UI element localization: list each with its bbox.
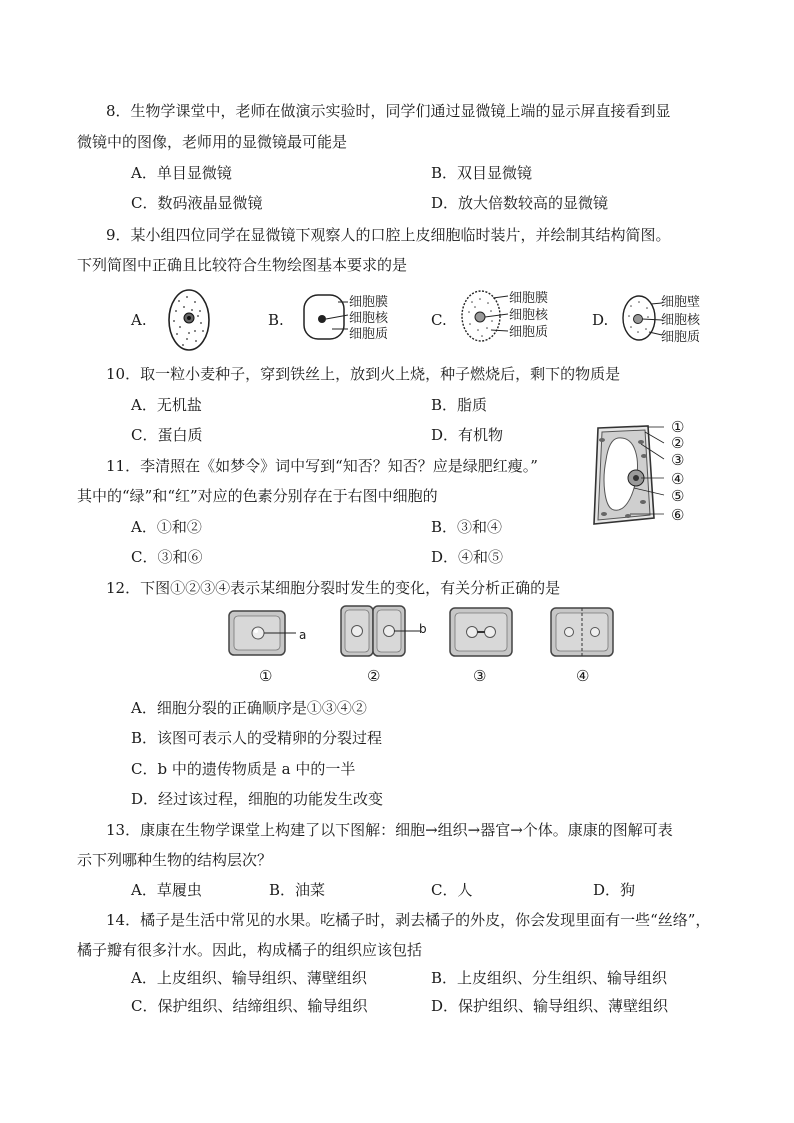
q9-cell-drawing-b	[302, 293, 348, 343]
q9-b-label-cytoplasm: 细胞质	[349, 327, 389, 342]
q14-stem-line2: 橘子瓣有很多汁水。因此，构成橘子的组织应该包括	[77, 941, 423, 959]
q9-b-label-membrane: 细胞膜	[349, 295, 389, 310]
q9-stem-line2: 下列简图中正确且比较符合生物绘图基本要求的是	[77, 256, 408, 274]
q11-stem-line2: 其中的“绿”和“红”对应的色素分别存在于右图中细胞的	[77, 487, 438, 505]
q13-stem-line1: 13．康康在生物学课堂上构建了以下图解：细胞→组织→器官→个体。康康的图解可表	[106, 821, 673, 839]
q14-option-b: B．上皮组织、分生组织、输导组织	[431, 969, 668, 987]
q12-option-c: C．b 中的遗传物质是 a 中的一半	[131, 760, 356, 778]
q9-c-label-nucleus: 细胞核	[509, 308, 549, 323]
q8-option-d: D．放大倍数较高的显微镜	[431, 194, 609, 212]
q12-figure-4-cell	[548, 605, 618, 659]
q14-stem-line1: 14．橘子是生活中常见的水果。吃橘子时，剥去橘子的外皮，你会发现里面有一些“丝络”，	[106, 911, 711, 929]
q11-diagram-label-4: ④	[671, 470, 685, 488]
q9-option-c-letter: C.	[431, 311, 447, 329]
q13-option-c: C．人	[431, 881, 473, 899]
q9-cell-drawing-a	[165, 287, 215, 355]
q12-figure-2-cells	[338, 603, 420, 659]
q11-diagram-label-5: ⑤	[671, 487, 685, 505]
q8-option-c: C．数码液晶显微镜	[131, 194, 263, 212]
q9-d-label-nucleus: 细胞核	[661, 313, 701, 328]
q9-stem-line1: 9．某小组四位同学在显微镜下观察人的口腔上皮细胞临时装片，并绘制其结构简图。	[106, 226, 671, 244]
q12-figure-label-2: ②	[367, 667, 381, 685]
q8-option-b: B．双目显微镜	[431, 164, 533, 182]
q12-option-a: A．细胞分裂的正确顺序是①③④②	[131, 699, 367, 717]
q11-plant-cell-diagram	[584, 420, 674, 532]
q10-option-c: C．蛋白质	[131, 426, 203, 444]
q8-stem-line1: 8．生物学课堂中，老师在做演示实验时，同学们通过显微镜上端的显示屏直接看到显	[106, 102, 671, 120]
q11-option-b: B．③和④	[431, 518, 503, 536]
q11-option-c: C．③和⑥	[131, 548, 203, 566]
q12-option-d: D．经过该过程，细胞的功能发生改变	[131, 790, 384, 808]
q12-figure-1-cell	[226, 608, 296, 658]
q9-c-label-cytoplasm: 细胞质	[509, 325, 549, 340]
q9-d-label-cytoplasm: 细胞质	[661, 330, 701, 345]
q9-b-label-nucleus: 细胞核	[349, 311, 389, 326]
q9-c-label-membrane: 细胞膜	[509, 291, 549, 306]
q9-option-a-letter: A.	[131, 311, 147, 329]
q9-option-d-letter: D.	[592, 311, 609, 329]
q10-option-a: A．无机盐	[131, 396, 202, 414]
q13-option-b: B．油菜	[269, 881, 326, 899]
q12-figure-3-cell	[447, 605, 517, 659]
q10-option-b: B．脂质	[431, 396, 488, 414]
q11-diagram-label-1: ①	[671, 418, 685, 436]
q12-pointer-label-b: b	[419, 622, 427, 636]
q11-option-a: A．①和②	[131, 518, 202, 536]
q8-option-a: A．单目显微镜	[131, 164, 232, 182]
q11-diagram-label-6: ⑥	[671, 506, 685, 524]
q14-option-c: C．保护组织、结缔组织、输导组织	[131, 997, 368, 1015]
q12-figure-label-3: ③	[473, 667, 487, 685]
q13-option-a: A．草履虫	[131, 881, 202, 899]
q9-cell-drawing-d	[620, 292, 662, 344]
q12-figure-label-4: ④	[576, 667, 590, 685]
q9-option-b-letter: B.	[268, 311, 284, 329]
q12-stem-line1: 12．下图①②③④表示某细胞分裂时发生的变化，有关分析正确的是	[106, 579, 561, 597]
q11-diagram-label-2: ②	[671, 434, 685, 452]
q9-cell-drawing-c	[460, 288, 508, 344]
q13-option-d: D．狗	[593, 881, 636, 899]
q11-diagram-label-3: ③	[671, 451, 685, 469]
q12-figure-label-1: ①	[259, 667, 273, 685]
q8-stem-line2: 微镜中的图像，老师用的显微镜最可能是	[77, 133, 348, 151]
q14-option-a: A．上皮组织、输导组织、薄壁组织	[131, 969, 367, 987]
q12-pointer-label-a: a	[299, 628, 307, 642]
q11-stem-line1: 11．李清照在《如梦令》词中写到“知否？知否？应是绿肥红瘦。”	[106, 457, 538, 475]
q9-d-label-wall: 细胞壁	[661, 295, 701, 310]
q14-option-d: D．保护组织、输导组织、薄壁组织	[431, 997, 669, 1015]
q13-stem-line2: 示下列哪种生物的结构层次？	[77, 851, 273, 869]
q10-option-d: D．有机物	[431, 426, 504, 444]
q10-stem-line1: 10．取一粒小麦种子，穿到铁丝上，放到火上烧，种子燃烧后，剩下的物质是	[106, 365, 621, 383]
q12-option-b: B．该图可表示人的受精卵的分裂过程	[131, 729, 383, 747]
q11-option-d: D．④和⑤	[431, 548, 504, 566]
